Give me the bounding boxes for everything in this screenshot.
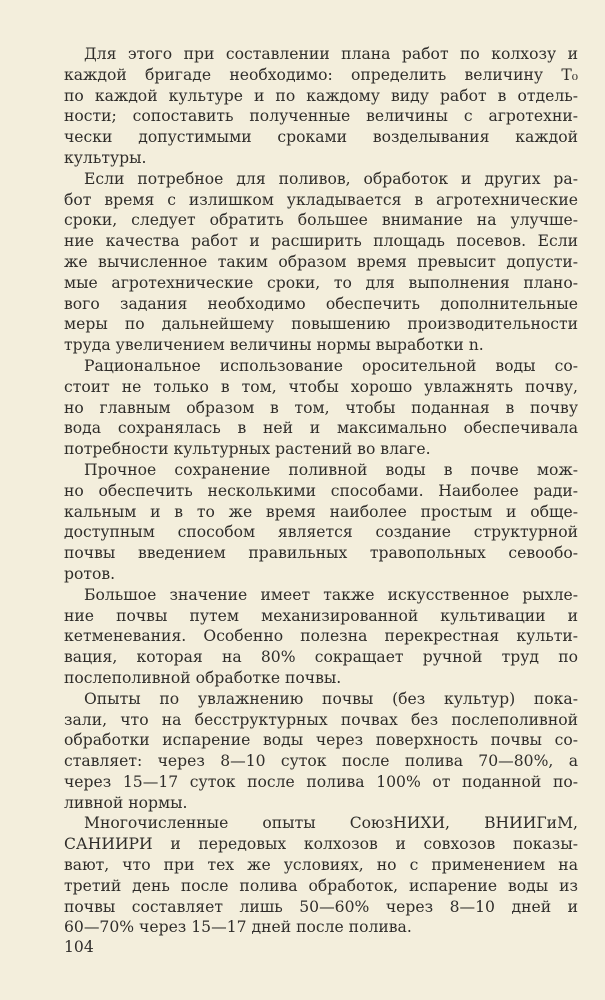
text-line: САНИИРИ и передовых колхозов и совхозов показы- — [64, 835, 578, 854]
text-line: вация, которая на 80% сокращает ручной труд по — [64, 648, 578, 667]
page-number: 104 — [64, 938, 94, 956]
text-line: послеполивной обработке почвы. — [64, 668, 342, 687]
text-line: третий день после полива обработок, испарение воды из — [64, 876, 578, 895]
text-line: но обеспечить несколькими способами. Наиболее ради- — [64, 481, 578, 500]
text-line: культуры. — [64, 148, 147, 167]
paragraph — [64, 813, 578, 938]
paragraph — [64, 356, 578, 460]
text-line: по каждой культуре и по каждому виду работ в отдель- — [64, 86, 578, 105]
text-line: почвы введением правильных травопольных севообо- — [64, 544, 578, 563]
text-line: почвы составляет лишь 50—60% через 8—10 дней и — [64, 897, 578, 916]
paragraph — [64, 44, 578, 169]
text-line: ности; сопоставить полученные величины с агротехни- — [64, 107, 578, 126]
text-line: вода сохранялась в ней и максимально обеспечивала — [64, 419, 578, 438]
text-line: Многочисленные опыты СоюзНИХИ, ВНИИГиМ, — [84, 814, 578, 833]
text-line: же вычисленное таким образом время превысит допусти- — [64, 252, 578, 271]
text-line: доступным способом является создание структурной — [64, 523, 578, 542]
text-line: через 15—17 суток после полива 100% от поданной по- — [64, 772, 578, 791]
text-line: меры по дальнейшему повышению производительности — [64, 315, 578, 334]
text-line: потребности культурных растений во влаге. — [64, 440, 431, 459]
body-text — [64, 44, 578, 938]
text-line: стоит не только в том, чтобы хорошо увлажнять почву, — [64, 377, 578, 396]
text-line: ротов. — [64, 564, 116, 583]
text-line: бот время с излишком укладывается в агротехнические — [64, 190, 578, 209]
text-line: ние почвы путем механизированной культивации и — [64, 606, 578, 625]
paragraph — [64, 169, 578, 356]
text-line: кальным и в то же время наиболее простым и обще- — [64, 502, 578, 521]
text-line: Для этого при составлении плана работ по колхозу и — [84, 45, 578, 63]
text-line: ливной нормы. — [64, 793, 188, 812]
text-line: ние качества работ и расширить площадь посевов. Если — [64, 232, 578, 251]
text-line: 60—70% через 15—17 дней после полива. — [64, 918, 412, 937]
text-line: обработки испарение воды через поверхность почвы со- — [64, 731, 578, 750]
text-line: Опыты по увлажнению почвы (без культур) пока- — [84, 689, 578, 708]
text-line: Прочное сохранение поливной воды в почве мож- — [84, 460, 578, 479]
text-line: зали, что на бесструктурных почвах без послеполивной — [64, 710, 578, 729]
text-line: сроки, следует обратить большее внимание на улучше- — [64, 211, 578, 230]
text-line: ставляет: через 8—10 суток после полива 70—80%, а — [64, 752, 578, 771]
text-line: Если потребное для поливов, обработок и других ра- — [84, 169, 578, 188]
text-line: вают, что при тех же условиях, но с применением на — [64, 856, 578, 875]
text-line: Рациональное использование оросительной воды со- — [84, 356, 578, 375]
text-line: труда увеличением величины нормы выработки n. — [64, 336, 484, 355]
paragraph — [64, 585, 578, 689]
text-line: кетменевания. Особенно полезна перекрестная культи- — [64, 627, 578, 646]
text-line: вого задания необходимо обеспечить дополнительные — [64, 294, 578, 313]
paragraph — [64, 689, 578, 814]
text-line: чески допустимыми сроками возделывания каждой — [64, 128, 578, 147]
text-line: Большое значение имеет также искусственное рыхле- — [84, 585, 578, 604]
text-line: мые агротехнические сроки, то для выполнения плано- — [64, 273, 578, 292]
text-line: каждой бригаде необходимо: определить величину T₀ — [64, 65, 578, 84]
paragraph — [64, 460, 578, 585]
text-line: но главным образом в том, чтобы поданная в почву — [64, 398, 578, 417]
